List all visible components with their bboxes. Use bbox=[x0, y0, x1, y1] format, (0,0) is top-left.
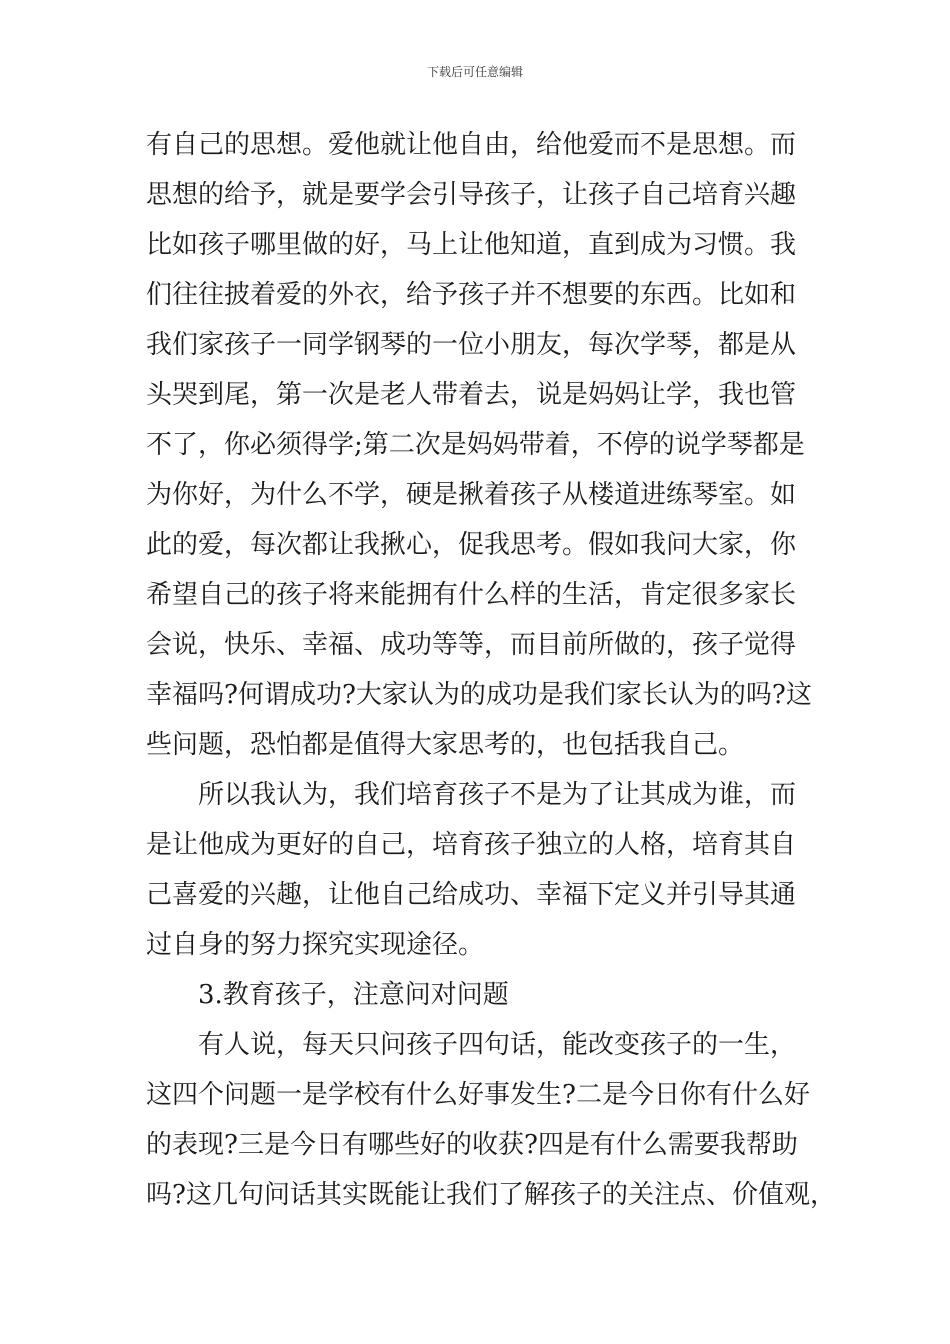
text-line: 比如孩子哪里做的好，马上让他知道，直到成为习惯。我 bbox=[146, 230, 797, 260]
text-line: 不了，你必须得学;第二次是妈妈带着，不停的说学琴都是 bbox=[146, 430, 805, 460]
text-line: 所以我认为，我们培育孩子不是为了让其成为谁，而 bbox=[198, 780, 797, 810]
text-line: 头哭到尾，第一次是老人带着去，说是妈妈让学，我也管 bbox=[146, 380, 797, 410]
text-line: 此的爱，每次都让我揪心，促我思考。假如我问大家，你 bbox=[146, 530, 797, 560]
text-line: 己喜爱的兴趣，让他自己给成功、幸福下定义并引导其通 bbox=[146, 880, 797, 910]
text-line: 的表现?三是今日有哪些好的收获?四是有什么需要我帮助 bbox=[146, 1130, 798, 1160]
text-line: 为你好，为什么不学，硬是揪着孩子从楼道进练琴室。如 bbox=[146, 480, 797, 510]
text-line: 有人说，每天只问孩子四句话，能改变孩子的一生， bbox=[198, 1030, 797, 1060]
text-line: 思想的给予，就是要学会引导孩子，让孩子自己培育兴趣 bbox=[146, 180, 797, 210]
text-line: 这四个问题一是学校有什么好事发生?二是今日你有什么好 bbox=[146, 1080, 810, 1110]
text-line: 吗?这几句问话其实既能让我们了解孩子的关注点、价值观， bbox=[146, 1180, 836, 1210]
text-line: 些问题，恐怕都是值得大家思考的，也包括我自己。 bbox=[146, 730, 745, 760]
text-line: 幸福吗?何谓成功?大家认为的成功是我们家长认为的吗?这 bbox=[146, 680, 812, 710]
text-line: 会说，快乐、幸福、成功等等，而目前所做的，孩子觉得 bbox=[146, 630, 797, 660]
page-header: 下载后可任意编辑 bbox=[426, 65, 523, 79]
text-line: 我们家孩子一同学钢琴的一位小朋友，每次学琴，都是从 bbox=[146, 330, 797, 360]
text-line: 过自身的努力探究实现途径。 bbox=[146, 930, 485, 960]
text-line: 们往往披着爱的外衣，给予孩子并不想要的东西。比如和 bbox=[146, 280, 797, 310]
text-line: 3.教育孩子，注意问对问题 bbox=[198, 980, 509, 1010]
document-body bbox=[146, 120, 836, 1220]
text-line: 是让他成为更好的自己，培育孩子独立的人格，培育其自 bbox=[146, 830, 797, 860]
text-line: 有自己的思想。爱他就让他自由，给他爱而不是思想。而 bbox=[146, 130, 797, 160]
text-line: 希望自己的孩子将来能拥有什么样的生活，肯定很多家长 bbox=[146, 580, 797, 610]
